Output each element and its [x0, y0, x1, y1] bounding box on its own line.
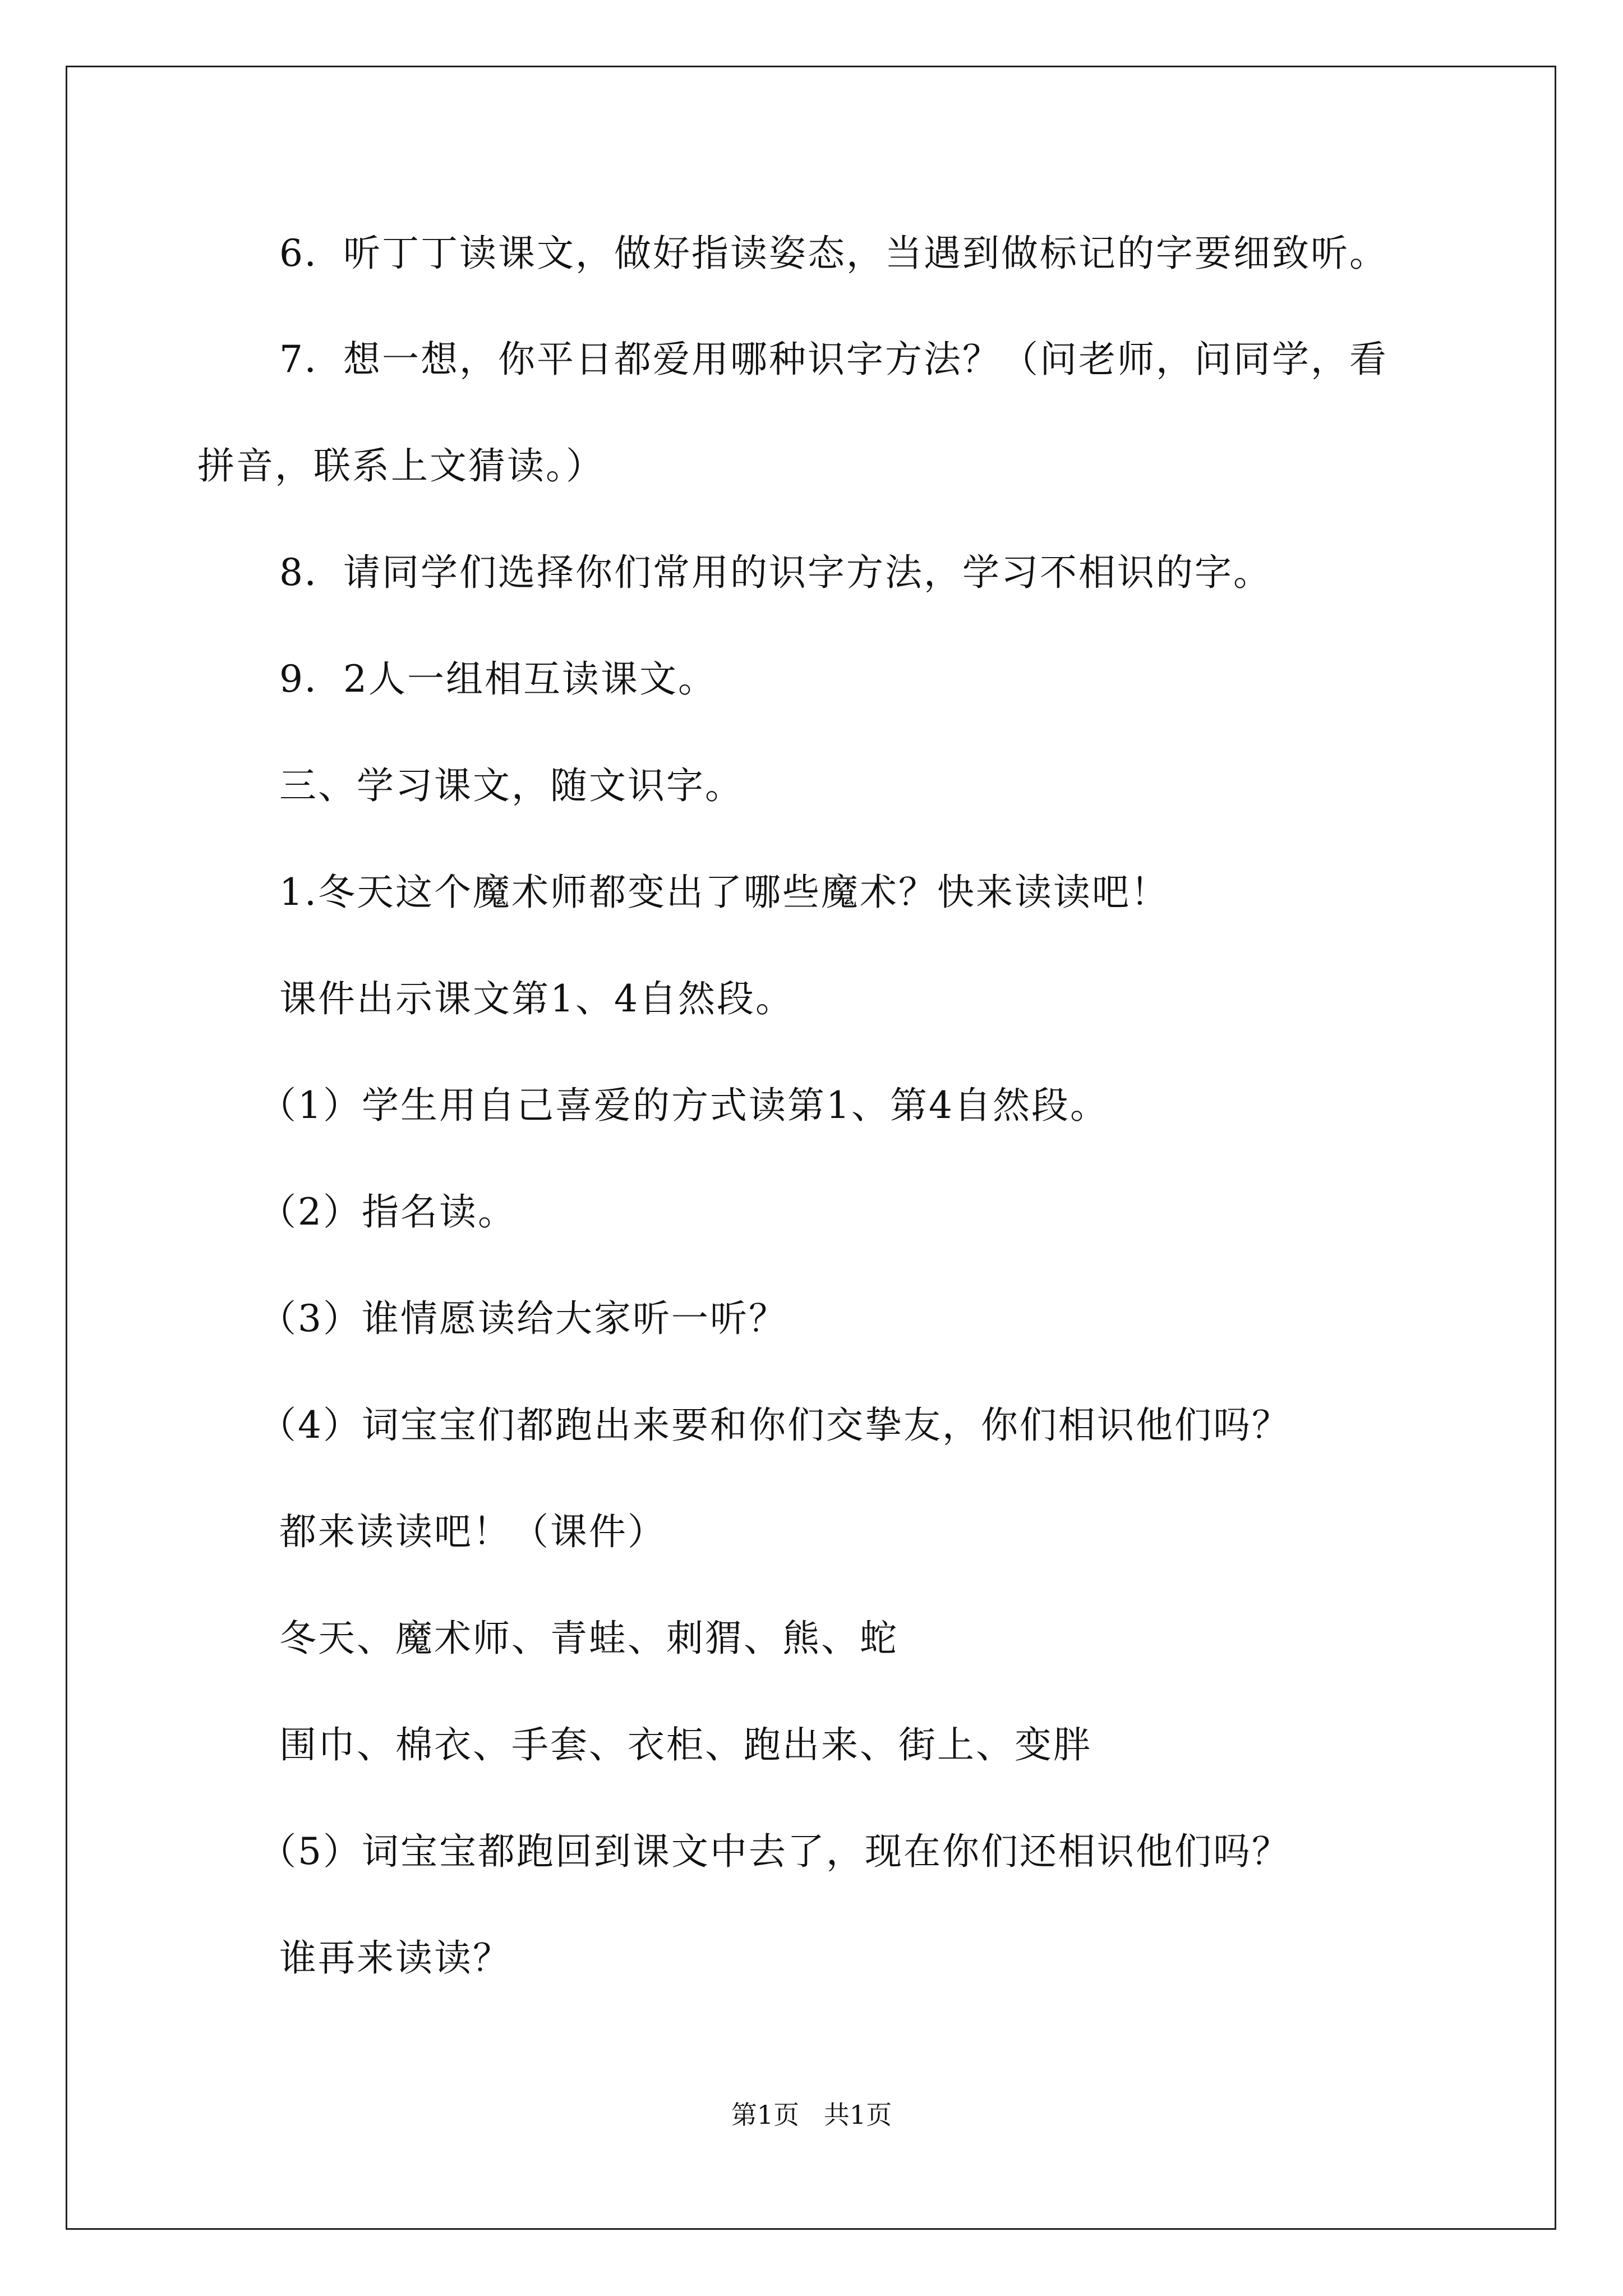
- paragraph-step-3: （3）谁情愿读给大家听一听？: [259, 1297, 787, 1340]
- page-border: [66, 66, 1556, 2230]
- paragraph-item-6: 6．听丁丁读课文，做好指读姿态，当遇到做标记的字要细致听。: [279, 232, 1388, 275]
- paragraph-final-prompt: 谁再来读读？: [279, 1936, 511, 1980]
- paragraph-step-1: （1）学生用自己喜爱的方式读第1、第4自然段。: [259, 1084, 1109, 1127]
- paragraph-read-prompt: 都来读读吧！（课件）: [279, 1510, 666, 1553]
- paragraph-step-2: （2）指名读。: [259, 1190, 517, 1234]
- paragraph-question-1: 1.冬天这个魔术师都变出了哪些魔术？快来读读吧！: [279, 871, 1169, 914]
- paragraph-step-4: （4）词宝宝们都跑出来要和你们交挚友，你们相识他们吗？: [259, 1404, 1290, 1447]
- vocabulary-list-2: 围巾、棉衣、手套、衣柜、跑出来、街上、变胖: [279, 1723, 1092, 1766]
- paragraph-courseware-note: 课件出示课文第1、4自然段。: [279, 977, 794, 1020]
- vocabulary-list-1: 冬天、魔术师、青蛙、刺猬、熊、蛇: [279, 1617, 898, 1660]
- paragraph-item-7-continued: 拼音，联系上文猜读。）: [197, 444, 605, 487]
- paragraph-item-8: 8．请同学们选择你们常用的识字方法，学习不相识的字。: [279, 551, 1272, 594]
- paragraph-item-9: 9．2人一组相互读课文。: [279, 657, 717, 701]
- page-number-footer: 第1页 共1页: [731, 2100, 892, 2130]
- paragraph-step-5: （5）词宝宝都跑回到课文中去了，现在你们还相识他们吗？: [259, 1830, 1290, 1873]
- paragraph-item-7: 7．想一想，你平日都爱用哪种识字方法？（问老师，问同学，看: [279, 338, 1388, 381]
- section-heading-three: 三、学习课文，随文识字。: [279, 764, 744, 807]
